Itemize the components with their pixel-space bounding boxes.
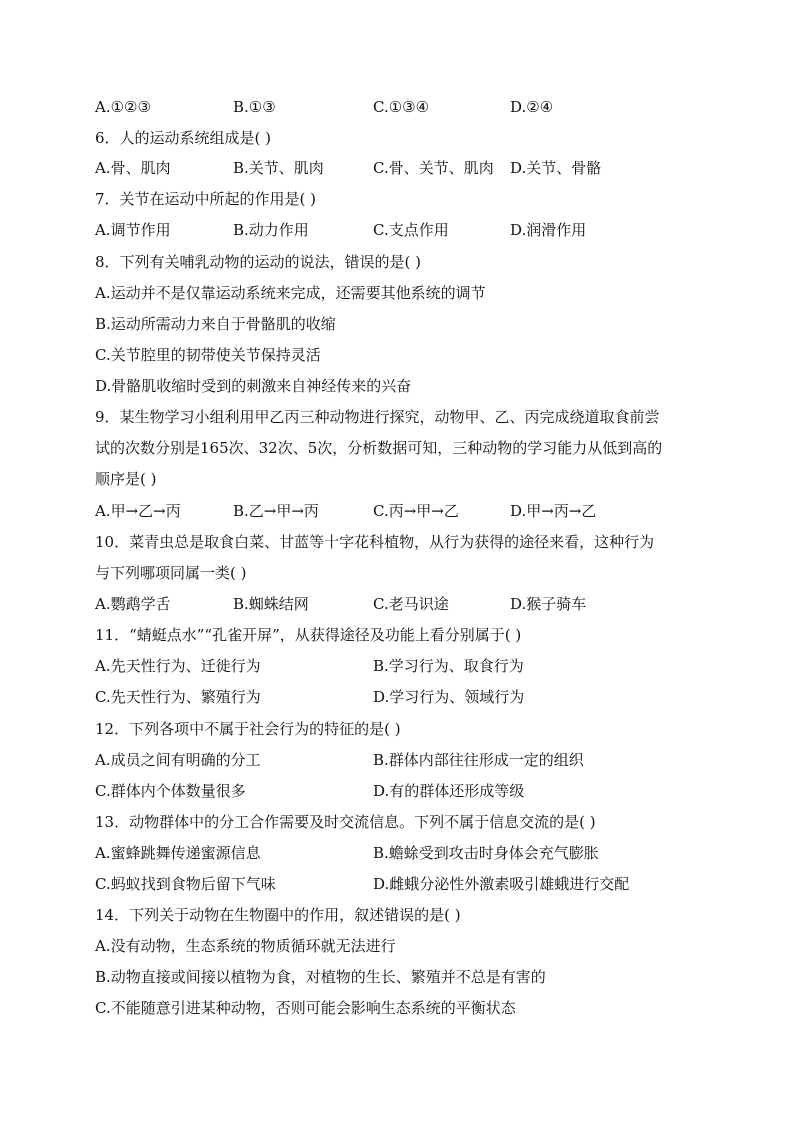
q6-option-c: C.骨、关节、肌肉 (373, 159, 494, 177)
q6-stem: 6．人的运动系统组成是( ) (95, 129, 272, 147)
q7-option-c: C.支点作用 (373, 221, 449, 239)
q13-option-c: C.蚂蚁找到食物后留下气味 (95, 875, 276, 893)
q9-stem-line-3: 顺序是( ) (95, 470, 157, 488)
q13-option-d: D.雌蛾分泌性外激素吸引雄蛾进行交配 (373, 875, 630, 893)
q8-option-d: D.骨骼肌收缩时受到的刺激来自神经传来的兴奋 (95, 377, 412, 395)
q7-option-d: D.润滑作用 (510, 221, 587, 239)
q12-option-b: B.群体内部往往形成一定的组织 (373, 751, 584, 769)
q12-stem: 12．下列各项中不属于社会行为的特征的是( ) (95, 720, 401, 738)
q10-stem-line-2: 与下列哪项同属一类( ) (95, 564, 247, 582)
q9-option-d: D.甲→丙→乙 (510, 502, 597, 520)
q6-option-d: D.关节、骨骼 (510, 159, 602, 177)
q6-option-a: A.骨、肌肉 (95, 159, 171, 177)
q10-stem-line-1: 10．菜青虫总是取食白菜、甘蓝等十字花科植物，从行为获得的途径来看，这种行为 (95, 533, 655, 551)
q5-option-c: C.①③④ (373, 98, 430, 116)
q14-stem: 14．下列关于动物在生物圈中的作用，叙述错误的是( ) (95, 906, 461, 924)
q12-option-d: D.有的群体还形成等级 (373, 782, 525, 800)
q11-option-a: A.先天性行为、迁徙行为 (95, 657, 261, 675)
q11-option-b: B.学习行为、取食行为 (373, 657, 524, 675)
q7-stem: 7．关节在运动中所起的作用是( ) (95, 190, 317, 208)
q14-option-b: B.动物直接或间接以植物为食，对植物的生长、繁殖并不总是有害的 (95, 968, 546, 986)
q13-option-b: B.蟾蜍受到攻击时身体会充气膨胀 (373, 844, 599, 862)
q6-option-b: B.关节、肌肉 (233, 159, 324, 177)
q9-stem-line-2: 试的次数分别是165次、32次、5次，分析数据可知，三种动物的学习能力从低到高的 (95, 439, 663, 457)
q8-option-a: A.运动并不是仅靠运动系统来完成，还需要其他系统的调节 (95, 284, 486, 302)
q5-option-d: D.②④ (510, 98, 554, 116)
q11-option-d: D.学习行为、领域行为 (373, 688, 525, 706)
q10-option-a: A.鹦鹉学舌 (95, 595, 171, 613)
q10-option-d: D.猴子骑车 (510, 595, 587, 613)
q9-option-b: B.乙→甲→丙 (233, 502, 319, 520)
q12-option-c: C.群体内个体数量很多 (95, 782, 246, 800)
q10-option-c: C.老马识途 (373, 595, 449, 613)
q13-stem: 13．动物群体中的分工合作需要及时交流信息。下列不属于信息交流的是( ) (95, 813, 596, 831)
q7-option-a: A.调节作用 (95, 221, 171, 239)
q5-option-a: A.①②③ (95, 98, 151, 116)
q14-option-c: C.不能随意引进某种动物，否则可能会影响生态系统的平衡状态 (95, 999, 516, 1017)
q9-option-c: C.丙→甲→乙 (373, 502, 459, 520)
q5-option-b: B.①③ (233, 98, 276, 116)
q13-option-a: A.蜜蜂跳舞传递蜜源信息 (95, 844, 261, 862)
q8-option-c: C.关节腔里的韧带使关节保持灵活 (95, 346, 321, 364)
q11-option-c: C.先天性行为、繁殖行为 (95, 688, 261, 706)
q8-option-b: B.运动所需动力来自于骨骼肌的收缩 (95, 315, 336, 333)
q10-option-b: B.蜘蛛结网 (233, 595, 309, 613)
q11-stem: 11．“蜻蜓点水”“孔雀开屏”，从获得途径及功能上看分别属于( ) (95, 626, 522, 644)
q9-option-a: A.甲→乙→丙 (95, 502, 181, 520)
q12-option-a: A.成员之间有明确的分工 (95, 751, 261, 769)
q7-option-b: B.动力作用 (233, 221, 309, 239)
q9-stem-line-1: 9．某生物学习小组利用甲乙丙三种动物进行探究，动物甲、乙、丙完成绕道取食前尝 (95, 408, 660, 426)
q8-stem: 8．下列有关哺乳动物的运动的说法，错误的是( ) (95, 253, 422, 271)
q14-option-a: A.没有动物，生态系统的物质循环就无法进行 (95, 937, 396, 955)
